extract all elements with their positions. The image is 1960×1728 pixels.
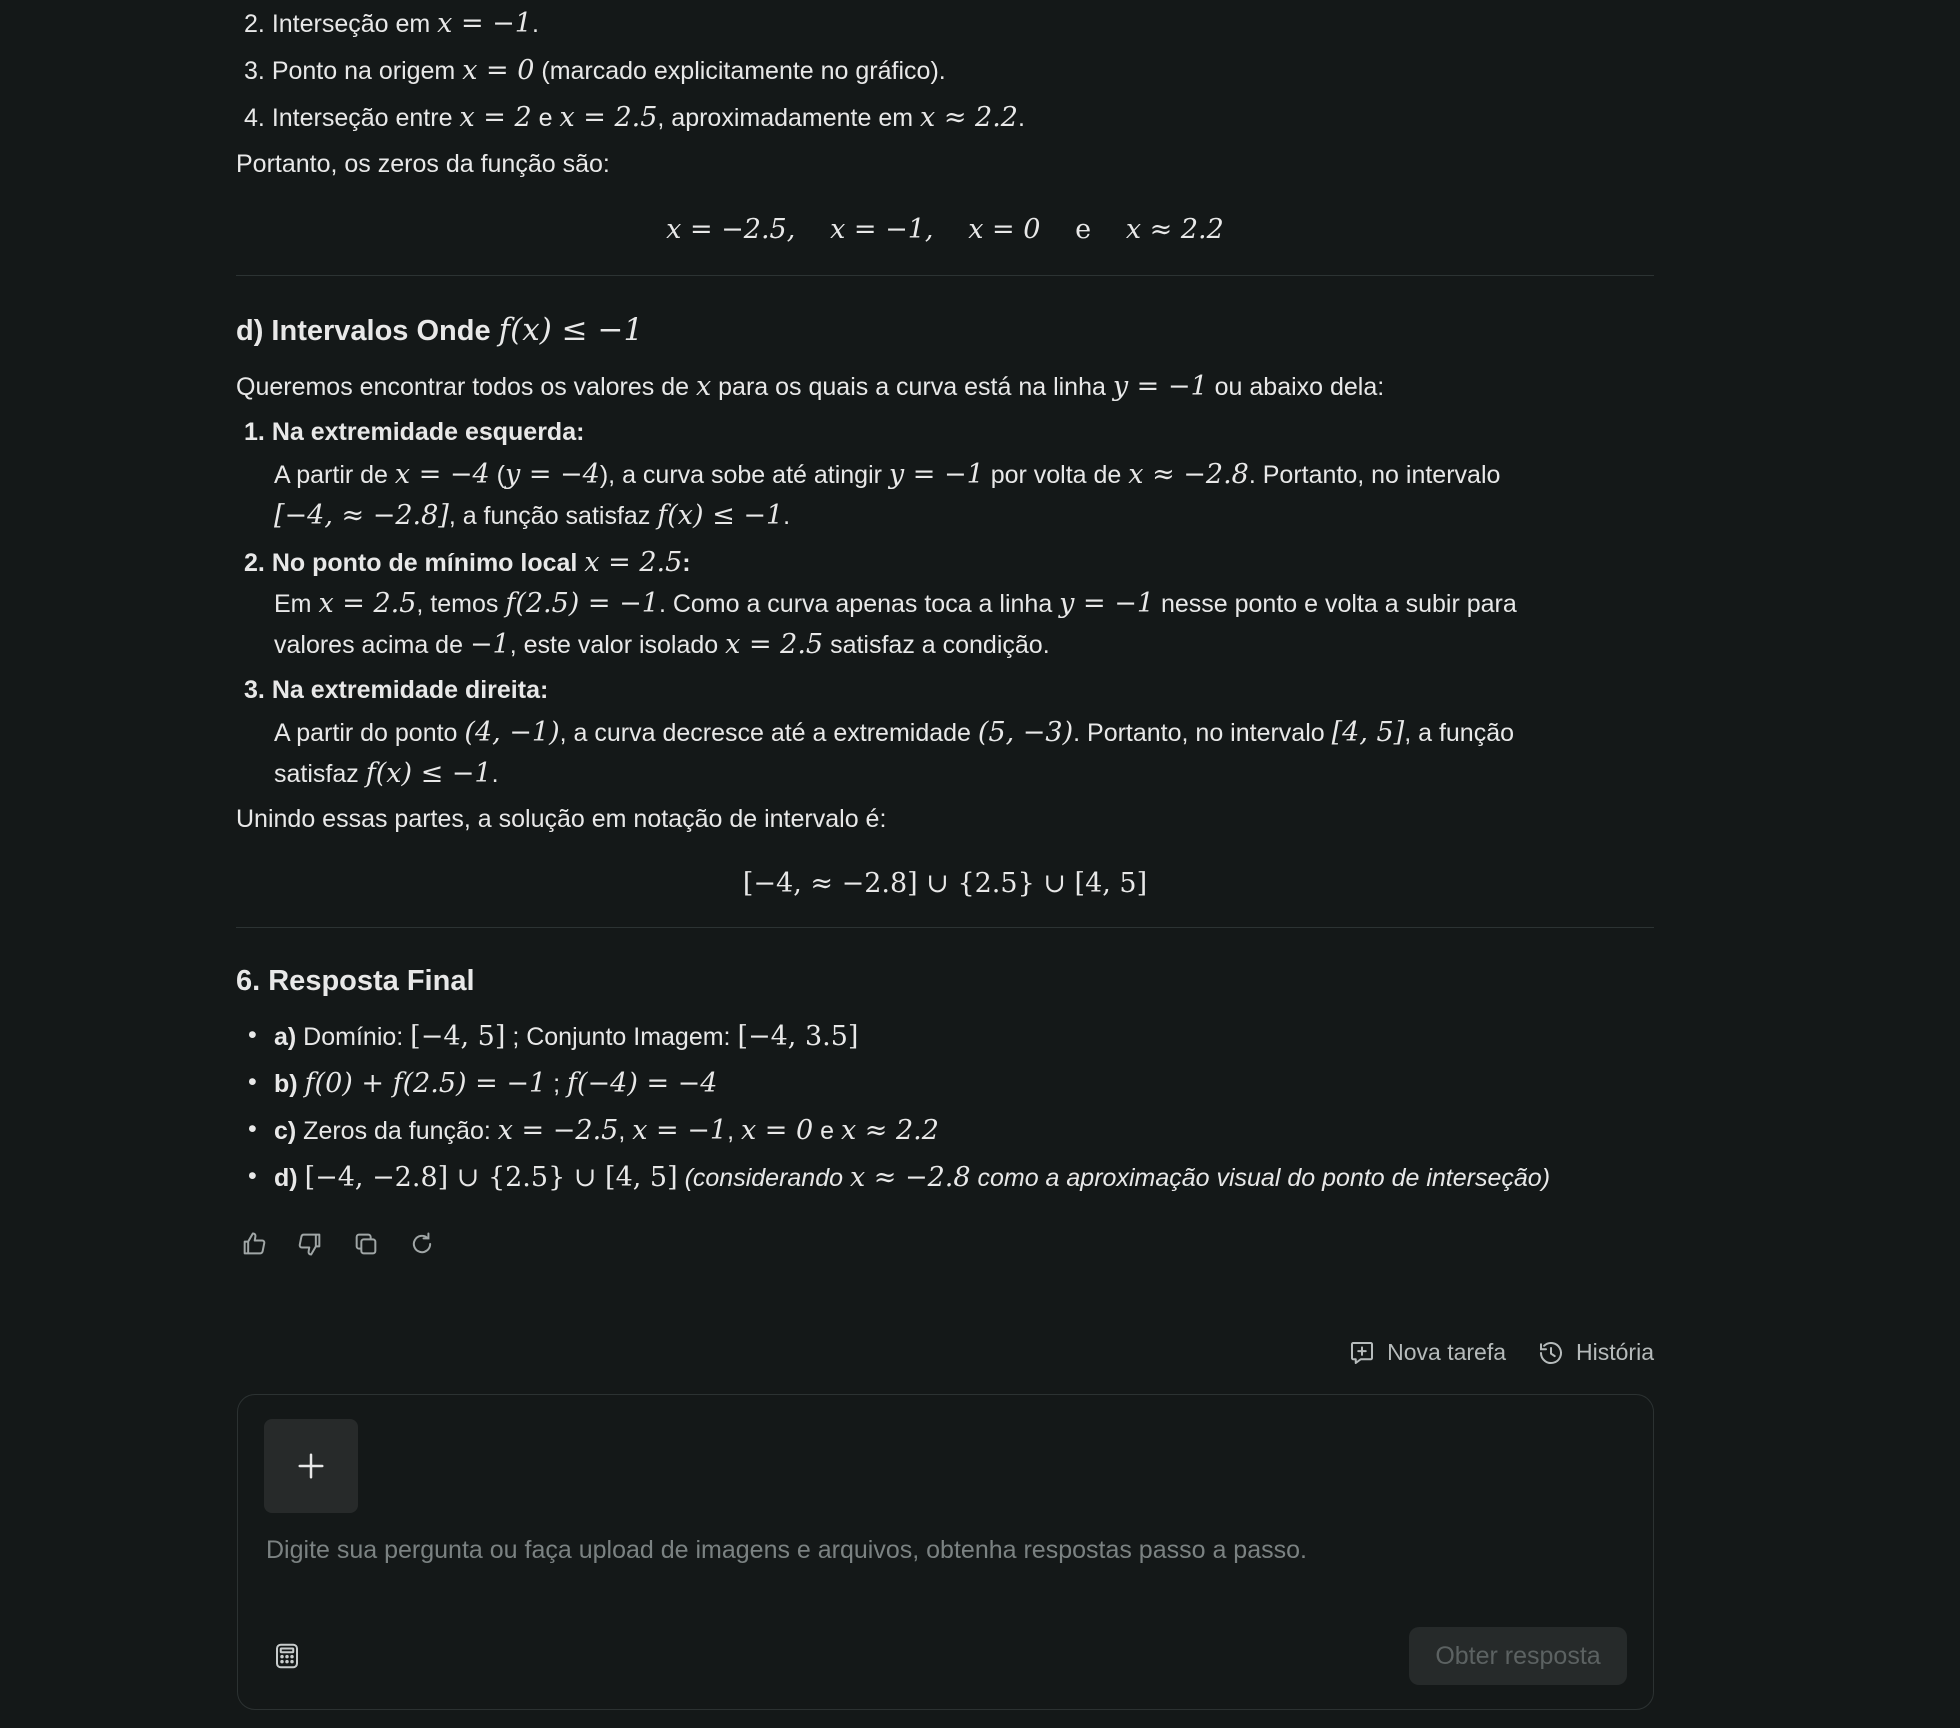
list-item-heading: 3. Na extremidade direita: xyxy=(244,676,549,704)
section-intro: Queremos encontrar todos os valores de x para os quais a curva está na linha y = −1 ou abaixo dela: xyxy=(236,371,1385,402)
thumbs-down-icon[interactable] xyxy=(296,1230,324,1258)
list-item-text: [−4, ≈ −2.8], a função satisfaz f(x) ≤ −1. xyxy=(274,500,791,531)
list-item-heading: 2. No ponto de mínimo local x = 2.5: xyxy=(244,547,691,578)
zeros-display: x = −2.5, x = −1, x = 0 e x ≈ 2.2 xyxy=(666,214,1224,245)
list-item: 4. Interseção entre x = 2 e x = 2.5, aproximadamente em x ≈ 2.2. xyxy=(244,102,1025,133)
list-item-text: Em x = 2.5, temos f(2.5) = −1. Como a curva apenas toca a linha y = −1 nesse ponto e volta a subir para xyxy=(274,588,1517,619)
list-item-text: satisfaz f(x) ≤ −1. xyxy=(274,758,499,789)
list-item-text: A partir de x = −4 (y = −4), a curva sobe até atingir y = −1 por volta de x ≈ −2.8. Portanto, no intervalo xyxy=(274,459,1501,490)
final-item-b: • b) f(0) + f(2.5) = −1 ; f(−4) = −4 xyxy=(274,1064,717,1103)
new-task-icon xyxy=(1347,1338,1377,1368)
list-item: 3. Ponto na origem x = 0 (marcado explicitamente no gráfico). xyxy=(244,55,946,86)
calculator-icon[interactable] xyxy=(272,1641,302,1671)
composer-actions xyxy=(1347,1336,1654,1369)
new-task-button[interactable] xyxy=(1347,1336,1506,1369)
new-task-label: Nova tarefa xyxy=(1387,1339,1507,1365)
list-item-text: A partir do ponto (4, −1), a curva decresce até a extremidade (5, −3). Portanto, no intervalo [4, 5], a função xyxy=(274,717,1515,748)
question-input[interactable] xyxy=(264,1535,1628,1566)
list-item-heading: 1. Na extremidade esquerda: xyxy=(244,418,585,446)
history-label: História xyxy=(1576,1339,1654,1365)
divider xyxy=(236,927,1654,928)
history-button[interactable] xyxy=(1536,1336,1654,1369)
upload-button[interactable] xyxy=(264,1419,358,1513)
union-display: [−4, ≈ −2.8] ∪ {2.5} ∪ [4, 5] xyxy=(742,868,1148,899)
copy-icon[interactable] xyxy=(352,1230,380,1258)
composer xyxy=(237,1394,1654,1710)
thumbs-up-icon[interactable] xyxy=(240,1230,268,1258)
list-item-text: valores acima de −1, este valor isolado x = 2.5 satisfaz a condição. xyxy=(274,629,1050,660)
final-item-c: • c) Zeros da função: x = −2.5, x = −1, x = 0 e x ≈ 2.2 xyxy=(274,1111,939,1150)
list-item: 2. Interseção em x = −1. xyxy=(244,8,539,39)
plus-icon xyxy=(296,1451,326,1481)
final-title: 6. Resposta Final xyxy=(236,965,475,997)
divider xyxy=(236,275,1654,276)
refresh-icon[interactable] xyxy=(408,1230,436,1258)
final-item-a: • a) Domínio: [−4, 5] ; Conjunto Imagem: [−4, 3.5] xyxy=(274,1017,858,1056)
union-intro: Unindo essas partes, a solução em notação de intervalo é: xyxy=(236,805,887,833)
clock-icon xyxy=(1536,1338,1566,1368)
final-item-d: • d) [−4, −2.8] ∪ {2.5} ∪ [4, 5] (considerando x ≈ −2.8 como a aproximação visual do ponto de interseção) xyxy=(274,1158,1550,1197)
submit-button[interactable]: Obter resposta xyxy=(1409,1627,1627,1685)
zeros-intro: Portanto, os zeros da função são: xyxy=(236,150,610,178)
feedback-toolbar xyxy=(240,1230,436,1258)
section-title: d) Intervalos Onde f(x) ≤ −1 xyxy=(236,312,644,348)
